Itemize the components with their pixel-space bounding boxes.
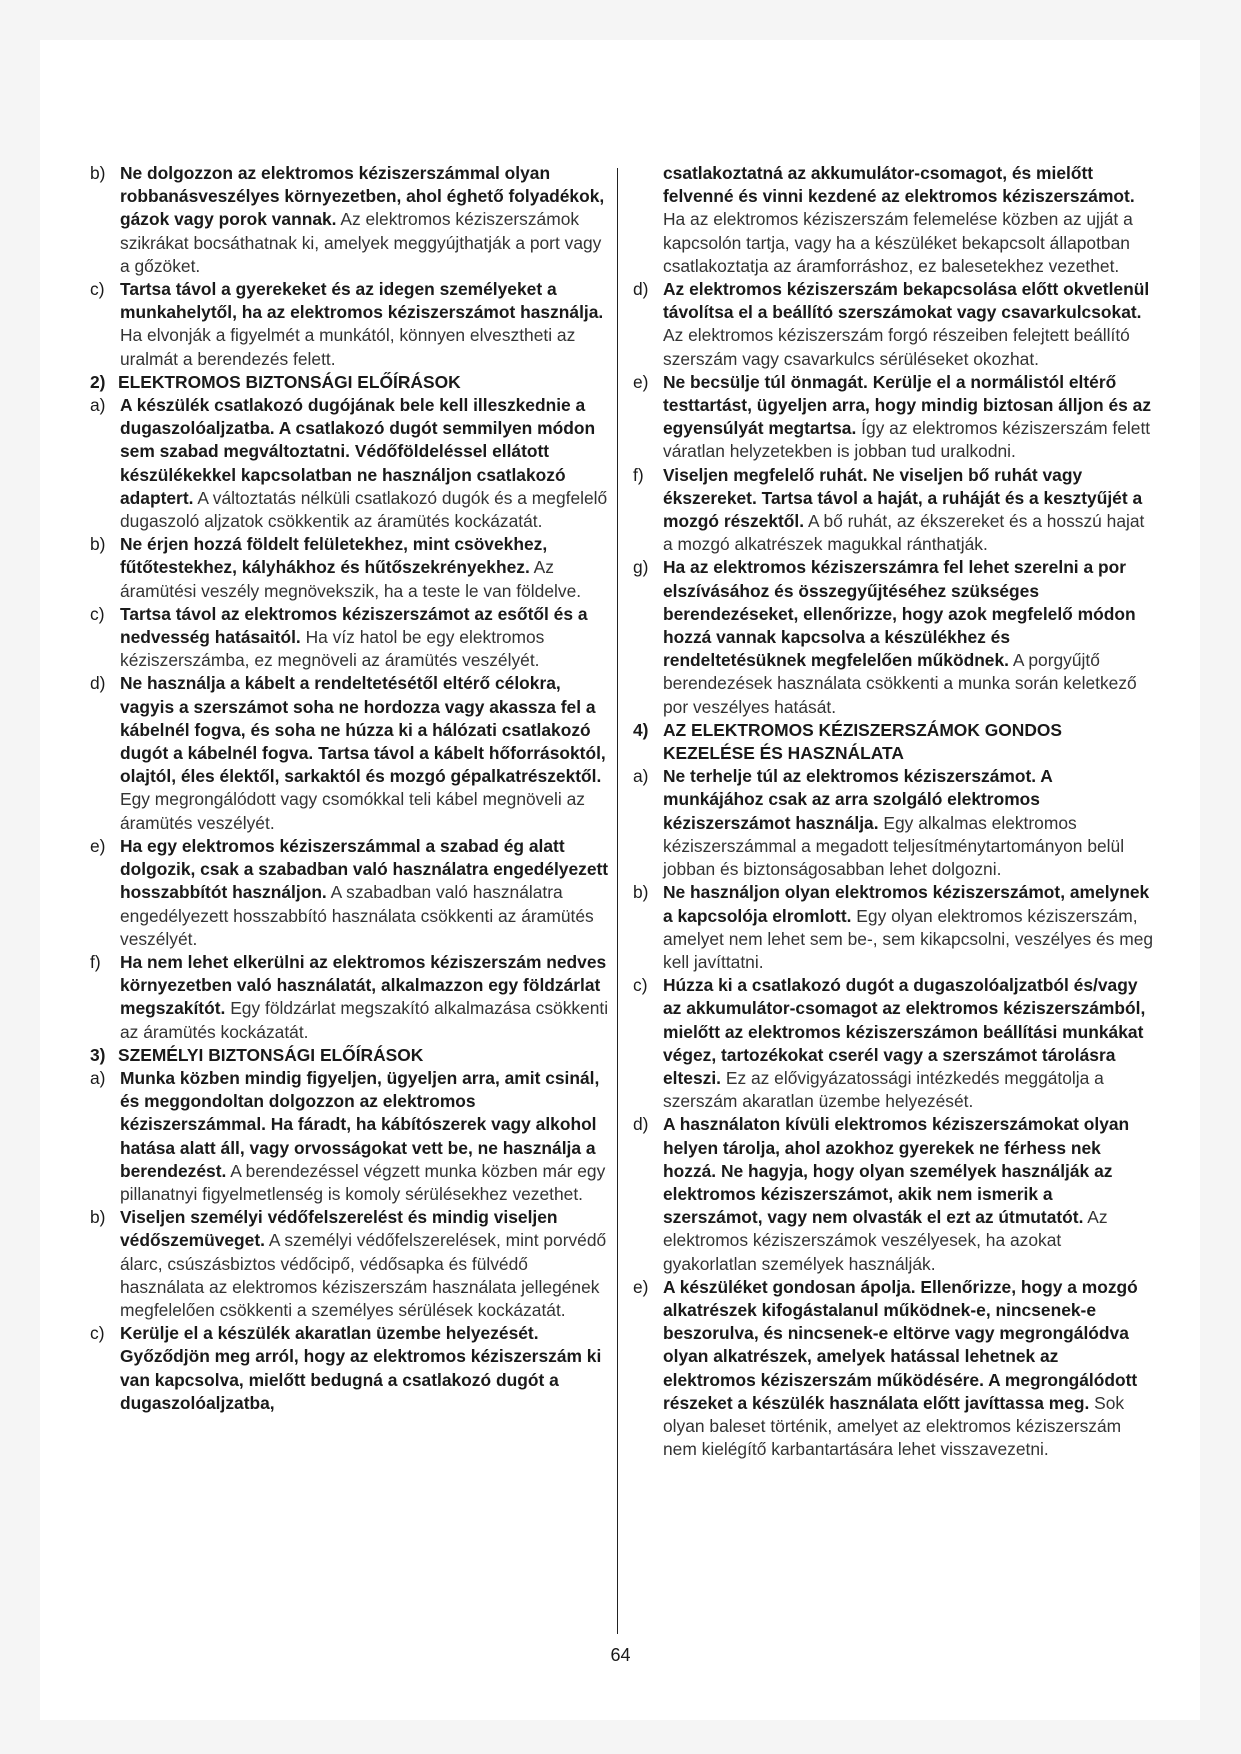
item-label: a) [90,395,106,416]
item-text: Az elektromos kéziszerszám forgó részeiben felejtett beállító szerszám vagy csavarkulcs sérüléseket okozhat. [663,325,1130,369]
item-bold-text: Ne érjen hozzá földelt felületekhez, mint csövekhez, fűtőtestekhez, kályhákhoz és hűtőszekrényekhez. [120,534,548,578]
item-text: A bő ruhát, az ékszereket és a hosszú hajat a mozgó alkatrészek magukkal ránthatják. [663,511,1145,555]
item-text: A személyi védőfelszerelések, mint porvédő álarc, csúszásbiztos védőcipő, védősapka és fülvédő használata az elektromos kéziszerszám használata jellegének megfelelően csökkenti a személyes sérülések kockázatát. [120,1230,607,1320]
item-bold-text: Kerülje el a készülék akaratlan üzembe helyezését. Győződjön meg arról, hogy az elektromos kéziszerszám ki van kapcsolva, mielőtt bedugná a csatlakozó dugót a dugaszolóaljzatba, [120,1323,602,1413]
section-heading-2 [90,371,610,394]
section-title: SZEMÉLYI BIZTONSÁGI ELŐÍRÁSOK [118,1044,424,1065]
item-text: Ez az elővigyázatossági intézkedés meggátolja a szerszám akaratlan üzembe helyezését. [663,1067,1104,1112]
item-bold-text: Húzza ki a csatlakozó dugót a dugaszolóaljzatból és/vagy az akkumulátor-csomagot az elektromos kéziszerszámból, mielőtt az elektromos kéziszerszámon beállítási munkákat végez, tartozékokat cserél vagy a szerszámot tárolásra elteszi. [663,975,1146,1088]
item-text: Az elektromos kéziszerszámok veszélyesek, ha azokat gyakorlatlan személyek használják. [663,1207,1108,1274]
section-heading-3 [90,1044,610,1067]
item-label: f) [633,464,644,485]
item-label: f) [90,951,101,972]
item-label: c) [90,279,105,300]
item-text: A berendezéssel végzett munka közben már egy pillanatnyi figyelmetlenség is komoly sérülésekhez vezethet. [120,1160,606,1204]
item-bold-text: Tartsa távol a gyerekeket és az idegen személyeket a munkahelytől, ha az elektromos kéziszerszámot használja. [120,279,604,323]
list-item [633,1113,1155,1275]
item-bold-text: Ne használja a kábelt a rendeltetésétől eltérő célokra, vagyis a szerszámot soha ne hordozza vagy akassza fel a kábelnél fogva, és soha ne húzza ki a hálózati csatlakozó dugót a kábelnél fogva. Tartsa távol a kábelt hőforrásoktól, olajtól, éles élektől, sarkaktól és mozgó gépalkatrészektől. [120,673,606,787]
item-label: g) [633,557,649,578]
item-label: b) [90,1207,106,1228]
list-item [90,603,610,673]
list-item [90,1322,610,1415]
list-item [633,556,1155,718]
item-label: b) [90,534,106,555]
item-bold-text: Viseljen megfelelő ruhát. Ne viseljen bő ruhát vagy ékszereket. Tartsa távol a haját, a ruháját és a kesztyűjét a mozgó részektől. [663,464,1143,532]
item-text: Az áramütési veszély megnövekszik, ha a teste le van földelve. [120,557,582,601]
list-item [633,371,1155,464]
item-text: Ha elvonják a figyelmét a munkától, könnyen elvesztheti az uralmát a berendezés felett. [120,325,576,369]
section-heading-4 [633,719,1155,765]
item-bold-text: Az elektromos kéziszerszám bekapcsolása előtt okvetlenül távolítsa el a beállító szerszámokat vagy csavarkulcsokat. [663,279,1150,323]
item-bold-text: A használaton kívüli elektromos kéziszerszámokat olyan helyen tárolja, ahol azokhoz gyerekek ne férhess nek hozzá. Ne hagyja, hogy olyan személyek használják az elektromos kéziszerszámot, akik nem ismerik a szerszámot, vagy nem olvasták el ezt az útmutatót. [663,1114,1130,1228]
list-item [90,951,610,1044]
section-title: ELEKTROMOS BIZTONSÁGI ELŐÍRÁSOK [118,371,461,392]
item-text: Így az elektromos kéziszerszám felett váratlan helyzetekben is jobban tud uralkodni. [663,418,1151,462]
item-bold-text: Ne becsülje túl önmagát. Kerülje el a normálistól eltérő testtartást, ügyeljen arra, hogy mindig biztosan álljon és az egyensúlyát megtartsa. [663,371,1152,439]
item-label: e) [90,835,106,856]
item-bold-text: Ha az elektromos kéziszerszámra fel lehet szerelni a por elszívásához és összegyűjtéséhez szükséges berendezéseket, ellenőrizze, hogy azok megfelelő módon hozzá vannak kapcsolva a készülékhez és rendeltetésüknek megfelelően működnek. [663,557,1136,671]
list-item [90,1067,610,1206]
list-item [90,533,610,603]
item-bold-text: Munka közben mindig figyeljen, ügyeljen arra, amit csinál, és meggondoltan dolgozzon az elektromos kéziszerszámmal. Ha fáradt, ha kábítószerek vagy alkohol hatása alatt áll, vagy orvosságokat vett be, ne használja a berendezést. [120,1067,600,1181]
item-bold-text: A készüléket gondosan ápolja. Ellenőrizze, hogy a mozgó alkatrészek kifogástalanul működnek-e, nincsenek-e beszorulva, és nincsenek-e eltörve vagy megrongálódva olyan alkatrészek, amelyek hatással lehetnek az elektromos kéziszerszám működésére. A megrongálódott részeket a készülék használata előtt javíttassa meg. [663,1276,1138,1413]
item-bold-text: A készülék csatlakozó dugójának bele kell illeszkednie a dugaszolóaljzatba. A csatlakozó dugót semmilyen módon sem szabad megváltoztatni. Védőföldeléssel ellátott készülékekkel kapcsolatban ne használjon csatlakozó adaptert. [120,395,596,508]
item-bold-text: Tartsa távol az elektromos kéziszerszámot az esőtől és a nedvesség hatásaitól. [120,603,588,648]
item-text: A szabadban való használatra engedélyezett hosszabbító használata csökkenti az áramütés veszélyét. [120,882,594,949]
item-text: Egy alkalmas elektromos kéziszerszámmal a megadott teljesítménytartományon belül jobban és biztonságosabban lehet dolgozni. [663,812,1125,880]
list-item [633,765,1155,881]
item-text: Egy megrongálódott vagy csomókkal teli kábel megnöveli az áramütés veszélyét. [120,789,585,833]
list-item [633,1276,1155,1462]
item-bold-text: Ne terhelje túl az elektromos kéziszerszámot. A munkájához csak az arra szolgáló elektromos kéziszerszámot használja. [663,766,1053,833]
item-label: b) [633,882,649,903]
section-number: 3) [90,1044,106,1065]
item-label: d) [633,279,649,300]
list-item [90,278,610,371]
item-bold-text: Ha nem lehet elkerülni az elektromos kéziszerszám nedves környezetben való használatát, alkalmazzon egy földzárlat megszakítót. [120,951,607,1019]
item-label: e) [633,1276,649,1297]
page-number: 64 [610,1645,631,1665]
item-bold-text: csatlakoztatná az akkumulátor-csomagot, és mielőtt felvenné és vinni kezdené az elektromos kéziszerszámot. [663,163,1135,207]
list-item [633,881,1155,974]
list-item [90,162,610,278]
item-text: Sok olyan baleset történik, amelyet az elektromos kéziszerszám nem kielégítő karbantartására lehet visszavezetni. [663,1392,1125,1460]
item-text: Az elektromos kéziszerszámok szikrákat bocsáthatnak ki, amelyek meggyújthatják a port vagy a gőzöket. [120,209,602,276]
list-item [90,672,610,834]
item-bold-text: Ha egy elektromos kéziszerszámmal a szabad ég alatt dolgozik, csak a szabadban való használatra engedélyezett hosszabbítót használjon. [120,835,609,903]
continued-item [633,162,1155,278]
item-label: a) [633,766,649,787]
item-label: d) [90,673,106,694]
item-text: Egy földzárlat megszakító alkalmazása csökkenti az áramütés kockázatát. [120,998,609,1042]
item-text: Ha az elektromos kéziszerszám felemelése közben az ujját a kapcsolón tartja, vagy ha a készüléket bekapcsolt állapotban csatlakoztatja az áramforráshoz, ez balesetekhez vezethet. [663,209,1133,276]
list-item [90,835,610,951]
section-number: 2) [90,371,106,392]
list-item [633,464,1155,557]
item-label: c) [633,975,648,996]
item-text: Egy olyan elektromos kéziszerszám, amelyet nem lehet sem be-, sem kikapcsolni, veszélyes és meg kell javíttatni. [663,905,1154,972]
item-label: a) [90,1067,106,1088]
item-text: A változtatás nélküli csatlakozó dugók és a megfelelő dugaszoló aljzatok csökkentik az áramütés kockázatát. [120,487,608,532]
right-column [633,162,1155,1461]
item-text: Ha víz hatol be egy elektromos kéziszerszámba, ez megnöveli az áramütés veszélyét. [120,627,545,671]
left-column [90,162,610,1415]
item-label: c) [90,1323,105,1344]
item-text: A porgyűjtő berendezések használata csökkenti a munka során keletkező por veszélyes hatását. [663,650,1137,717]
item-label: e) [633,371,649,392]
list-item [90,394,610,533]
item-label: c) [90,603,105,624]
list-item [633,974,1155,1113]
section-number: 4) [633,719,649,740]
item-bold-text: Viseljen személyi védőfelszerelést és mindig viseljen védőszemüveget. [120,1207,558,1251]
column-divider [617,168,618,1634]
item-bold-text: Ne használjon olyan elektromos kéziszerszámot, amelynek a kapcsolója elromlott. [663,882,1150,926]
section-title: AZ ELEKTROMOS KÉZISZERSZÁMOK GONDOS KEZELÉSE ÉS HASZNÁLATA [663,719,1063,764]
item-label: b) [90,163,106,183]
list-item [90,1206,610,1322]
item-label: d) [633,1114,649,1135]
item-bold-text: Ne dolgozzon az elektromos kéziszerszámmal olyan robbanásveszélyes környezetben, ahol éghető folyadékok, gázok vagy porok vannak. [120,163,605,230]
list-item [633,278,1155,371]
